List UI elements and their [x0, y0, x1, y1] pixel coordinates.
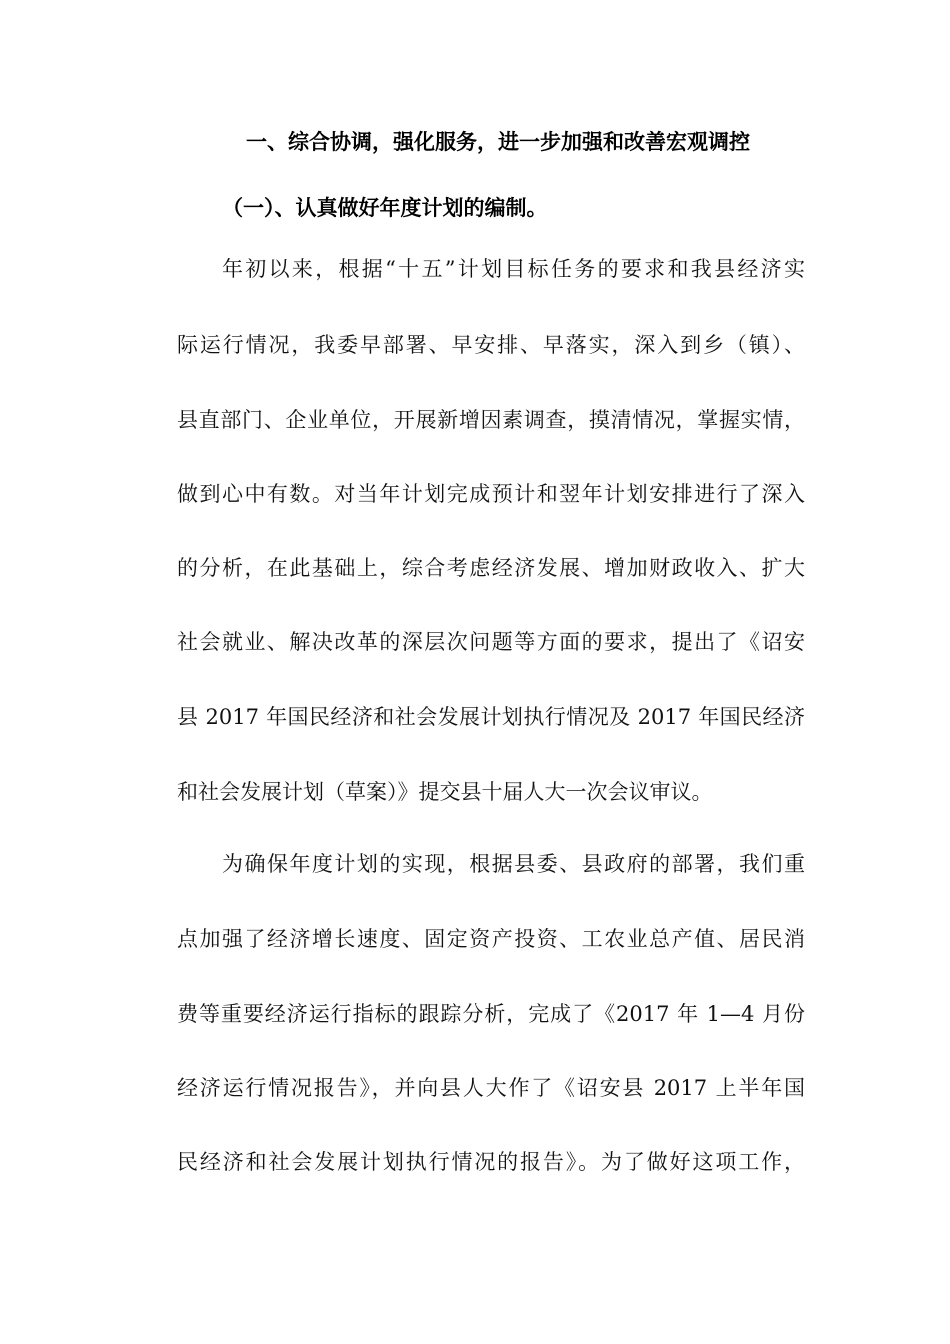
paragraph-line: 县 2017 年国民经济和社会发展计划执行情况及 2017 年国民经济	[177, 705, 805, 729]
paragraph-line: 的分析，在此基础上，综合考虑经济发展、增加财政收入、扩大	[177, 556, 805, 580]
paragraph-line: 费等重要经济运行指标的跟踪分析，完成了《2017 年 1—4 月份	[177, 1002, 805, 1026]
paragraph-line: 年初以来，根据“十五”计划目标任务的要求和我县经济实	[222, 257, 805, 281]
paragraph-line: 点加强了经济增长速度、固定资产投资、工农业总产值、居民消	[177, 927, 805, 951]
paragraph-line: 县直部门、企业单位，开展新增因素调查，摸清情况，掌握实情，	[177, 408, 805, 432]
paragraph-line: 民经济和社会发展计划执行情况的报告》。为了做好这项工作，	[177, 1150, 805, 1174]
paragraph-line: 际运行情况，我委早部署、早安排、早落实，深入到乡（镇）、	[177, 333, 805, 357]
paragraph-line: 社会就业、解决改革的深层次问题等方面的要求，提出了《诏安	[177, 630, 805, 654]
paragraph-line: 和社会发展计划（草案）》提交县十届人大一次会议审议。	[177, 780, 713, 804]
subsection-heading: （一）、认真做好年度计划的编制。	[222, 196, 548, 220]
paragraph-line: 为确保年度计划的实现，根据县委、县政府的部署，我们重	[222, 852, 805, 876]
paragraph-line: 做到心中有数。对当年计划完成预计和翌年计划安排进行了深入	[177, 482, 805, 506]
paragraph-line: 经济运行情况报告》，并向县人大作了《诏安县 2017 上半年国	[177, 1076, 805, 1100]
section-heading: 一、综合协调，强化服务，进一步加强和改善宏观调控	[246, 130, 750, 154]
